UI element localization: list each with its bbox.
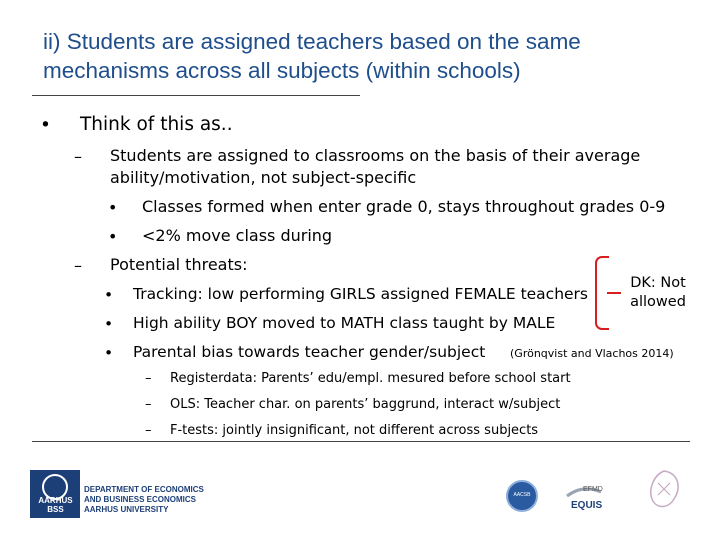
dept-line1: DEPARTMENT OF ECONOMICS: [84, 485, 204, 494]
efmd-text: EFMD: [583, 486, 603, 493]
class-formation-text: Classes formed when enter grade 0, stays throughout grades 0-9: [142, 197, 666, 216]
dk-note-line2: allowed: [630, 294, 686, 310]
slide-title: ii) Students are assigned teachers based on the same mechanisms across all subjects (within schools): [43, 29, 581, 83]
move-class-text: <2% move class during: [142, 226, 333, 245]
dk-note: [622, 274, 694, 312]
bullet-marker: •: [108, 227, 118, 246]
network-logo-icon: [640, 465, 690, 517]
dash-marker: –: [74, 256, 82, 275]
bullet-marker: •: [108, 198, 118, 217]
bullet-marker: •: [104, 315, 114, 333]
dash-marker: –: [145, 397, 152, 412]
department-name: [84, 485, 204, 515]
aacsb-text: AACSB: [513, 492, 531, 498]
detail-ols: OLS: Teacher char. on parents’ baggrund, interact w/subject: [170, 397, 561, 412]
sub-bullet-assignment: Students are assigned to classrooms on the basis of their average: [110, 146, 641, 165]
title-divider: [32, 95, 360, 96]
dk-note-line1: DK: Not: [630, 275, 686, 291]
dash-marker: –: [145, 423, 152, 438]
detail-registerdata: Registerdata: Parents’ edu/empl. mesured before school start: [170, 371, 571, 386]
detail-ftests: F-tests: jointly insignificant, not different across subjects: [170, 423, 539, 438]
aacsb-accreditation-logo: [506, 480, 538, 512]
bullet-marker: •: [40, 115, 51, 136]
threat-tracking: Tracking: low performing GIRLS assigned FEMALE teachers: [133, 285, 589, 303]
threat-ability: High ability BOY moved to MATH class taught by MALE: [133, 314, 556, 332]
dash-marker: –: [145, 371, 152, 386]
main-bullet-text: Think of this as..: [80, 114, 233, 135]
equis-text: EQUIS: [571, 500, 603, 511]
footer-divider: [32, 441, 690, 442]
sub-bullet-assignment-cont: ability/motivation, not subject-specific: [110, 168, 417, 187]
citation: (Grönqvist and Vlachos 2014): [510, 347, 674, 360]
dash-marker: –: [74, 147, 82, 166]
potential-threats-heading: Potential threats:: [110, 255, 248, 274]
threat-parental-bias: Parental bias towards teacher gender/subject: [133, 343, 486, 361]
dept-line2: AND BUSINESS ECONOMICS: [84, 495, 197, 504]
bullet-marker: •: [104, 286, 114, 304]
bracket-pointer: [607, 292, 621, 294]
dept-line3: AARHUS UNIVERSITY: [84, 505, 169, 514]
bullet-marker: •: [104, 344, 114, 362]
logo-text: AARHUS BSS: [38, 496, 73, 514]
